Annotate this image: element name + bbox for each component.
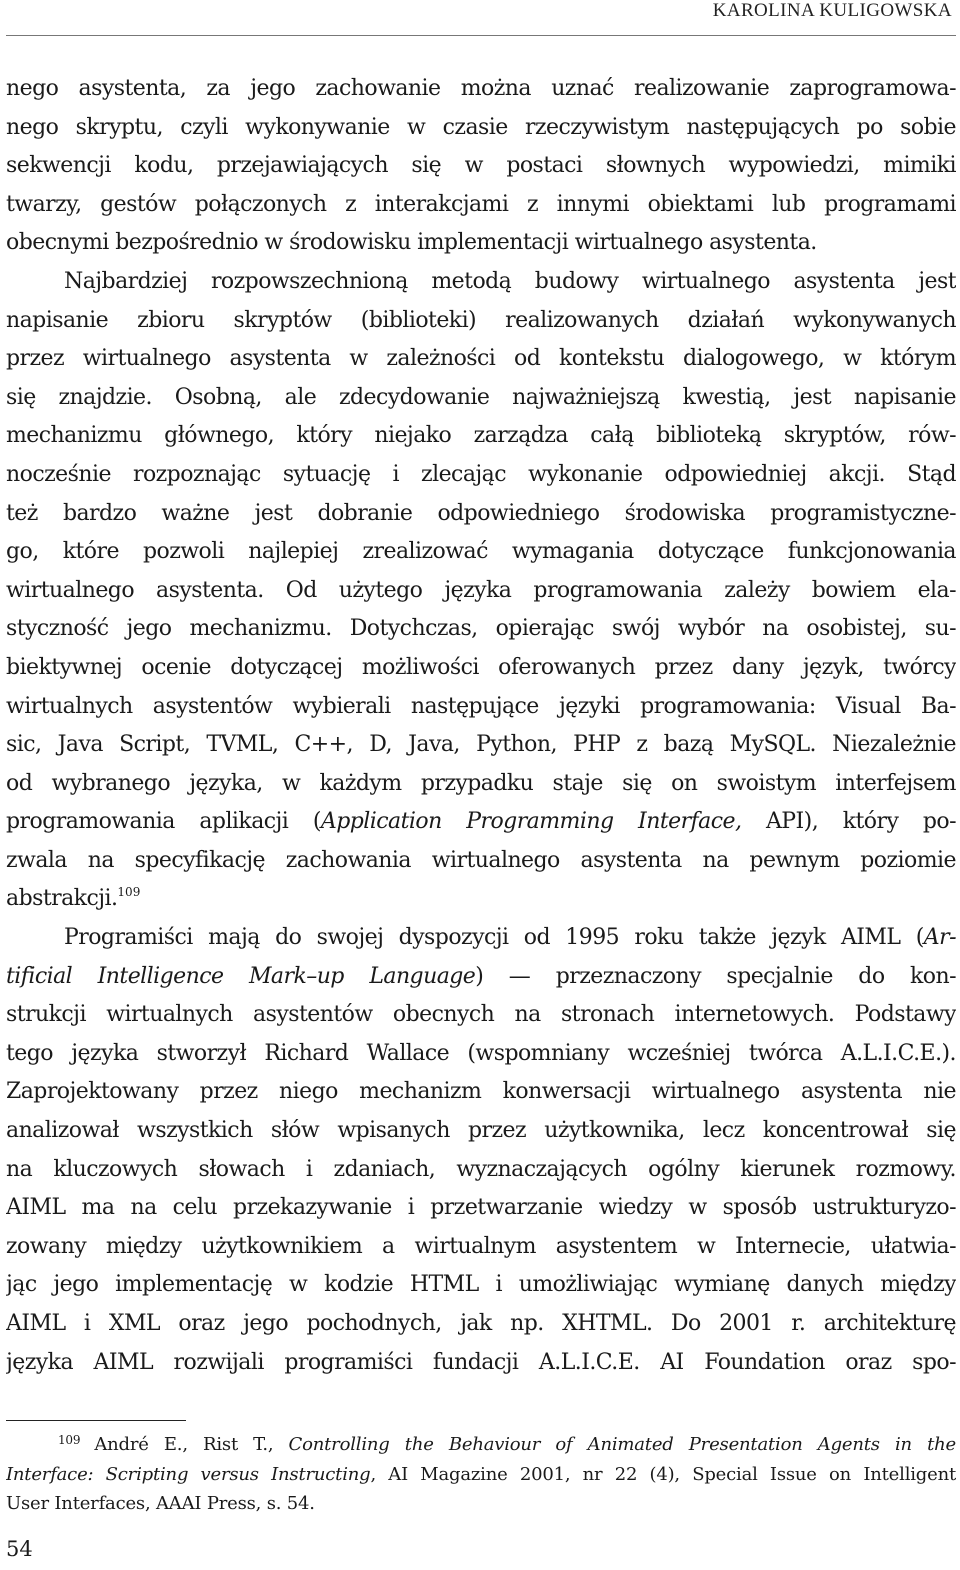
footnote-line <box>6 1489 956 1519</box>
text-line: jąc jego implementację w kodzie HTML i umożliwiając wymianę danych między <box>6 1272 956 1298</box>
text-line: zowany między użytkownikiem a wirtualnym asystentem w Internecie, ułatwia- <box>6 1233 956 1259</box>
text-line: na kluczowych słowach i zdaniach, wyznaczających ogólny kierunek rozmowy. <box>6 1156 956 1182</box>
footnote-line <box>6 1430 956 1460</box>
text-line <box>6 880 956 919</box>
footnote <box>6 1430 956 1519</box>
body-text <box>6 70 956 1382</box>
text-line <box>6 919 956 958</box>
line-text: abstrakcji. <box>6 886 118 912</box>
text-line: sic, Java Script, TVML, C++, D, Java, Python, PHP z bazą MySQL. Niezależnie <box>6 732 956 758</box>
footnote-text: André E., Rist T., <box>94 1434 289 1455</box>
footnote-text: User Interfaces, AAAI Press, s. 54. <box>6 1493 315 1514</box>
text-line: tego języka stworzył Richard Wallace (wspomniany wcześniej twórca A.L.I.C.E.). <box>6 1040 956 1066</box>
text-line: Najbardziej rozpowszechnioną metodą budowy wirtualnego asystenta jest <box>64 268 956 294</box>
text-line: mechanizmu głównego, który niejako zarządza całą biblioteką skryptów, rów- <box>6 423 956 449</box>
text-line: strukcji wirtualnych asystentów obecnych na stronach internetowych. Podstawy <box>6 1002 956 1028</box>
italic-title: tificial Intelligence Mark–up Language <box>6 963 476 989</box>
line-text: Programiści mają do swojej dyspozycji od 1995 roku także język AIML ( <box>64 925 924 951</box>
text-line: wirtualnych asystentów wybierali następujące języki programowania: Visual Ba- <box>6 693 956 719</box>
text-line: też bardzo ważne jest dobranie odpowiedniego środowiska programistyczne- <box>6 500 956 526</box>
footnote-line <box>6 1460 956 1490</box>
running-head: KAROLINA KULIGOWSKA <box>712 0 952 21</box>
footnote-text: , AI Magazine 2001, nr 22 (4), Special Issue on Intelligent <box>370 1463 956 1485</box>
text-line <box>6 958 956 997</box>
header-rule <box>6 35 956 36</box>
footnote-number: 109 <box>58 1433 81 1447</box>
text-line: twarzy, gestów połączonych z interakcjami z innymi obiektami lub programami <box>6 191 956 217</box>
line-text: programowania aplikacji ( <box>6 809 321 835</box>
text-line: przez wirtualnego asystenta w zależności od kontekstu dialogowego, w którym <box>6 346 956 372</box>
italic-title: Application Programming Interface, <box>320 809 742 835</box>
text-line: AIML ma na celu przekazywanie i przetwarzanie wiedzy w sposób ustrukturyzo- <box>6 1195 956 1221</box>
footnote-title: Interface: Scripting versus Instructing <box>6 1463 371 1485</box>
text-line: języka AIML rozwijali programiści fundacji A.L.I.C.E. AI Foundation oraz spo- <box>6 1349 956 1375</box>
text-line: obecnymi bezpośrednio w środowisku implementacji wirtualnego asystenta. <box>6 230 817 256</box>
footnote-title: Controlling the Behaviour of Animated Presentation Agents in the <box>288 1434 956 1455</box>
text-line: sekwencji kodu, przejawiających się w postaci słownych wypowiedzi, mimiki <box>6 153 956 179</box>
line-text: ) — przeznaczony specjalnie do kon- <box>475 963 956 989</box>
text-line: nego asystenta, za jego zachowanie można uznać realizowanie zaprogramowa- <box>6 76 956 101</box>
text-line: napisanie zbioru skryptów (biblioteki) realizowanych działań wykonywanych <box>6 307 956 333</box>
text-line: styczność jego mechanizmu. Dotychczas, opierając swój wybór na osobistej, su- <box>6 616 956 642</box>
text-line: Zaprojektowany przez niego mechanizm konwersacji wirtualnego asystenta nie <box>6 1079 956 1105</box>
text-line: AIML i XML oraz jego pochodnych, jak np. XHTML. Do 2001 r. architekturę <box>6 1311 956 1336</box>
line-text: API), który po- <box>741 809 956 835</box>
italic-title: Ar- <box>923 925 956 951</box>
footnote-rule <box>6 1420 186 1421</box>
text-line: nego skryptu, czyli wykonywanie w czasie rzeczywistym następujących po sobie <box>6 114 956 140</box>
text-line: nocześnie rozpoznając sytuację i zlecając wykonanie odpowiedniej akcji. Stąd <box>6 461 956 487</box>
text-line: wirtualnego asystenta. Od użytego języka programowania zależy bowiem ela- <box>6 577 956 603</box>
text-line: go, które pozwoli najlepiej zrealizować wymagania dotyczące funkcjonowania <box>6 539 956 565</box>
text-line: analizował wszystkich słów wpisanych przez użytkownika, lecz koncentrował się <box>6 1118 956 1144</box>
page-number: 54 <box>6 1537 33 1561</box>
text-line: zwala na specyfikację zachowania wirtualnego asystenta na pewnym poziomie <box>6 847 956 873</box>
text-line: się znajdzie. Osobną, ale zdecydowanie najważniejszą kwestią, jest napisanie <box>6 384 956 410</box>
text-line: biektywnej ocenie dotyczącej możliwości oferowanych przez dany język, twórcy <box>6 654 956 680</box>
text-line: od wybranego języka, w każdym przypadku staje się on swoistym interfejsem <box>6 770 956 796</box>
footnote-marker: 109 <box>117 885 141 900</box>
text-line <box>6 803 956 842</box>
